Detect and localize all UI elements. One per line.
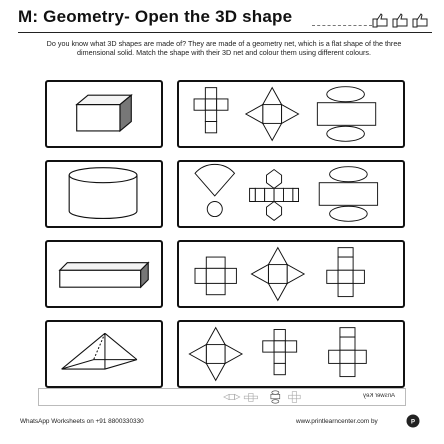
cylinder-shape-icon: [47, 162, 161, 226]
answer-key-pyramid-net-icon: [224, 394, 240, 399]
answer-key-cube-net-icon: [244, 393, 257, 401]
pyramid-net-icon: [246, 88, 299, 141]
answer-key-cuboid-net-icon: [289, 392, 301, 403]
cuboid-shape-icon: [47, 82, 161, 146]
hexagonal-prism-net-icon: [250, 170, 299, 221]
prism-net-icon: [195, 257, 236, 295]
cube-net-icon: [263, 330, 297, 375]
cone-net-icon: [195, 164, 235, 216]
rectangular-prism-shape-icon: [47, 242, 161, 306]
footer-website[interactable]: www.printlearncenter.com by: [296, 418, 378, 425]
instructions-text: Do you know what 3D shapes are made of? They are made of a geometry net, which is a flat shape of the three dimensional solid. Match the shape with their 3D net and colour them using different colours.: [46, 39, 402, 57]
cuboid-net-icon: [329, 328, 367, 377]
thumbs-up-icon-1: [373, 14, 387, 27]
thumbs-up-icon-2: [393, 14, 407, 27]
thumbs-up-icons: [372, 11, 434, 29]
shape-box-pyramid[interactable]: [45, 320, 163, 388]
printlearn-logo-icon: [406, 414, 420, 428]
svg-text:P: P: [410, 419, 416, 426]
nets-box-row1[interactable]: [177, 80, 405, 148]
shape-box-cylinder[interactable]: [45, 160, 163, 228]
answer-key-cylinder-net-icon: [271, 391, 280, 403]
pyramid-shape-icon: [47, 322, 161, 386]
title-rule: [18, 32, 432, 33]
answer-key-label: Answer Key: [362, 393, 395, 399]
cylinder-net-icon: [319, 167, 377, 222]
nets-box-row2[interactable]: [177, 160, 405, 228]
shape-box-cuboid[interactable]: [45, 80, 163, 148]
nets-box-row3[interactable]: [177, 240, 405, 308]
cube-net-icon: [194, 88, 228, 133]
thumbs-up-icon-3: [413, 14, 427, 27]
nets-box-row4[interactable]: [177, 320, 405, 388]
footer-whatsapp[interactable]: WhatsApp Worksheets on +91 8800330330: [20, 418, 144, 425]
cuboid-net-icon: [327, 248, 365, 297]
page-title: M: Geometry- Open the 3D shape: [18, 7, 293, 26]
pyramid-net-icon: [189, 328, 242, 381]
shape-box-rectangular-prism[interactable]: [45, 240, 163, 308]
title-dashes: [312, 25, 372, 26]
answer-key-strip: [38, 388, 406, 406]
pyramid-net-icon: [251, 248, 304, 301]
cylinder-net-icon: [317, 87, 375, 142]
